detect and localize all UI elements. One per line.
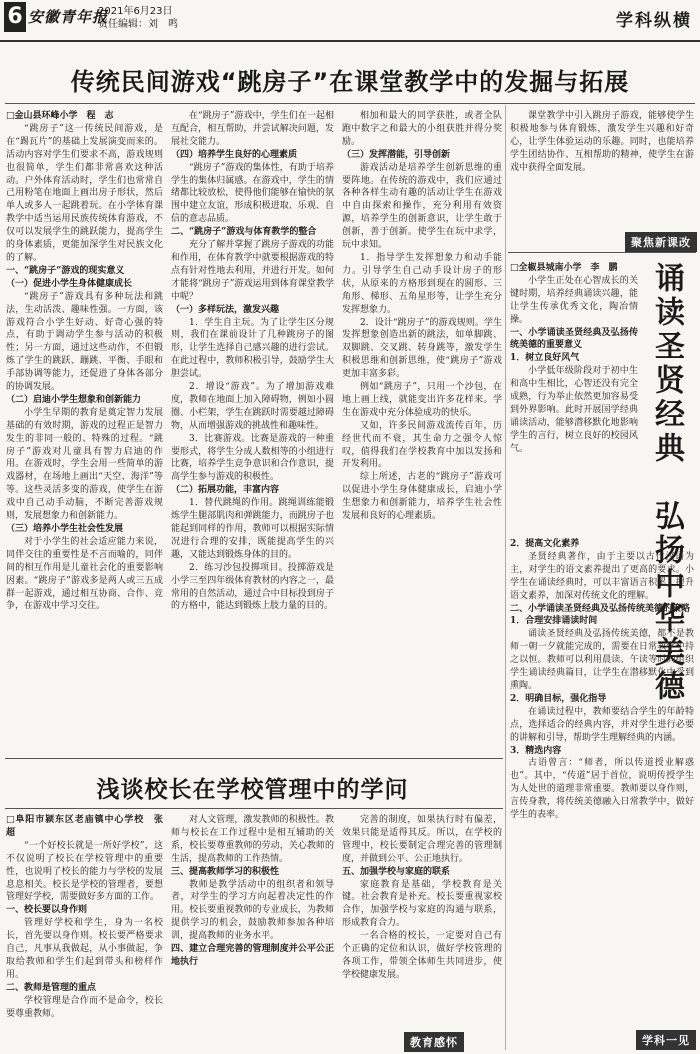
paragraph: 一名合格的校长，一定要对自己有个正确的定位和认识，做好学校管理的各项工作，带领全体师生共同进步，使学校健康发展。: [342, 931, 502, 980]
paragraph: 完善的制度，如果执行时有偏差，效果只能是适得其反。所以，在学校的管理中，校长要制定合理完善的管理制度，并做到公平、公正地执行。: [342, 815, 502, 864]
article1-column-3: [342, 110, 502, 750]
section-name: 学科纵横: [616, 11, 692, 31]
subheading: （四）培养学生良好的心理素质: [171, 149, 298, 160]
article3-column-3: [342, 814, 502, 1028]
subheading: 二、教师是管理的重点: [6, 982, 97, 993]
article3-column-1: [6, 814, 173, 1050]
article2-column-2: [510, 538, 694, 1028]
paragraph: 小学生正处在心智成长的关键时期，培养经典诵读兴趣，能让学生传承优秀文化，陶冶情操。: [510, 275, 638, 325]
editor-credit: 责任编辑：刘 鸣: [98, 19, 178, 30]
column-divider: [505, 105, 506, 1050]
paragraph: 家庭教育是基础，学校教育是关键。社会教育是补充。校长要重视家校合作，加强学校与家庭的沟通与联系，形成教育合力。: [342, 879, 502, 929]
article2-title: 诵读圣贤经典 弘扬中华美德: [649, 262, 684, 704]
subheading: 二、小学诵读圣贤经典及弘扬传统美德的策略: [510, 603, 691, 614]
paragraph: 学校管理是合作而不是命令，校长要尊重教师。: [6, 995, 163, 1019]
subheading: （二）拓展功能，丰富内容: [171, 485, 280, 496]
paragraph: 圣贤经典著作，由于主要以古代汉语为主，对学生的语文素养提出了更高的要求。小学生在诵读经典时，可以丰富语言积累，提升语文素养，加深对传统文化的理解。: [510, 551, 694, 601]
paragraph: 3．比赛游戏。比赛是游戏的一种重要形式，将学生分成人数相等的小组进行比赛，培养学生竞争意识和合作意识，提高学生参与游戏的积极性。: [171, 433, 334, 483]
page-header: [0, 0, 700, 42]
subheading: （三）发挥潜能，引导创新: [342, 149, 451, 160]
subheading: （一）促进小学生身体健康成长: [6, 278, 133, 289]
paragraph: 充分了解并掌握了跳房子游戏的功能和作用，在体育教学中就要根据游戏的特点有针对性地去利用，并进行开发。如何才能将“跳房子”游戏运用到体育课堂教学中呢？: [171, 240, 334, 302]
paragraph: 2．增设“游戏”。为了增加游戏难度，教师在地面上加入障碍物，例如小圆圈、小栏架，学生在跳跃时需要越过障碍物，从而增强游戏的挑战性和趣味性。: [171, 382, 334, 431]
paragraph: 教师是教学活动中的组织者和领导者，对学生的学习方向起着决定性的作用。校长要重视教师的专业成长，为教师提供学习的机会，鼓励教师参加各种培训，提高教师的业务水平。: [171, 879, 334, 942]
subheading: 五、加强学校与家庭的联系: [342, 866, 451, 877]
paragraph: 在诵读过程中，教师要结合学生的年龄特点，选择适合的经典内容，并对学生进行必要的讲解和引导，帮助学生理解经典的内涵。: [510, 706, 694, 743]
subheading: 三、提高教师学习的积极性: [171, 866, 280, 877]
subheading: 1．合理安排诵读时间: [510, 616, 598, 627]
article1-author: □金山县环峰小学 程 志: [6, 111, 114, 121]
subheading: 一、校长要以身作则: [6, 905, 88, 916]
subheading: 2．明确目标，强化指导: [510, 693, 607, 704]
article1-column-4: [510, 110, 694, 228]
paragraph: 在“跳房子”游戏中，学生们在一起相互配合，相互帮助，并尝试解决问题，发展社交能力。: [171, 111, 334, 147]
paragraph: “跳房子”游戏的集体性，有助于培养学生的集体归属感。在游戏中，学生的情绪都比较放松，使得他们能够在愉快的氛围中建立友谊，形成积极进取、乐观、自信的意志品质。: [171, 162, 334, 225]
paragraph: 管理好学校和学生，身为一名校长，首先要以身作则。校长要严格要求自己，凡事从我做起，从小事做起，争取给教师和学生们起到带头和榜样作用。: [6, 918, 163, 980]
divider: [5, 758, 503, 759]
paragraph: 2．练习沙包投掷项目。投掷游戏是小学三至四年级体育教材的内容之一，最常用的自然活动，通过合中目标投到房子的方格中，能达到锻炼上肢力量的目的。: [171, 562, 334, 612]
subheading: 3．精选内容: [510, 745, 562, 756]
paragraph: 综上所述，古老的“跳房子”游戏可以促进小学生身体健康成长，启迪小学生想象力和创新能力，培养学生社会性发展和良好的心理素质。: [342, 472, 502, 522]
issue-date: 2021年6月23日: [98, 6, 173, 17]
paragraph: “跳房子”游戏具有多种玩法和跳法，生动活泼、趣味性强。一方面，该游戏符合小学生好动、好奇心强的特点，有助于调动学生参与活动的积极性；另一方面，通过这些动作，不但锻炼了学生的跳跃、蹦跳、平衡、手眼和手部协调等能力，还促进了身体各部分的协调发展。: [6, 291, 163, 393]
paragraph: “一个好校长就是一所好学校”，这不仅说明了校长在学校管理中的重要性，也说明了校长的能力与学校的发展息息相关。校长是学校的管理者，要想管理好学校，需要做好多方面的工作。: [6, 840, 163, 903]
paragraph: 又如，许多民间游戏流传百年，历经世代而不衰，其生命力之强令人惊叹，值得我们在学校教育中加以发扬和开发利用。: [342, 420, 502, 470]
subheading: （一）多样玩法，激发兴趣: [171, 304, 280, 315]
article1-title: 传统民间游戏“跳房子”在课堂教学中的发掘与拓展: [70, 68, 630, 96]
paragraph: 例如“跳房子”，只用一个沙包，在地上画上线，就能变出许多花样来。学生在游戏中充分体验成功的快乐。: [342, 382, 502, 418]
article3-title: 浅谈校长在学校管理中的学问: [96, 777, 409, 803]
article3-column-2: [171, 814, 334, 1050]
paragraph: 相加和最大的同学获胜，或者全队跑中数字之和最大的小组获胜并得分奖励。: [342, 111, 502, 147]
article2-column-1: [510, 262, 638, 532]
paragraph: 小学低年级阶段对于初中生和高中生相比，心智还没有完全成熟，行为举止依然更加容易受到外界影响。此时开展国学经典诵读活动，能够潜移默化地影响学生的言行，树立良好的校园风气。: [510, 366, 638, 454]
divider: [5, 808, 503, 809]
paragraph: 诵读圣贤经典及弘扬传统美德，都不是教师一朝一夕就能完成的，需要在日常教学中持之以恒。教师可以利用晨读、午读等时间组织学生诵读经典篇目，让学生在潜移默化中受到熏陶。: [510, 629, 694, 691]
paragraph: 1．指导学生发挥想象力和动手能力。引导学生自己动手设计房子的形状，从原来的方格形到现在的圆形、三角形、梯形、五角星形等，让学生充分发挥想象力。: [342, 252, 502, 315]
subheading: 二、“跳房子”游戏与体育教学的整合: [171, 227, 317, 238]
paragraph: 课堂教学中引入跳房子游戏，能够使学生积极地参与体育锻炼，激发学生兴趣和好奇心，让学生体验运动的乐趣。同时，也能培养学生团结协作、互相帮助的精神，使学生在游戏中获得全面发展。: [510, 111, 694, 173]
paragraph: 游戏活动是培养学生创新思维的重要阵地。在传统的游戏中，我们应通过各种各样生动有趣的活动让学生在游戏中自由探索和操作，充分利用有效资源，培养学生的创新意识，让学生敢于创新，善于创新。使学生在玩中求学，玩中求知。: [342, 162, 502, 251]
subheading: 2．提高文化素养: [510, 539, 580, 549]
badge-new-curriculum: 聚焦新课改: [625, 232, 697, 252]
subheading: （二）启迪小学生想象和创新能力: [6, 394, 142, 405]
paragraph: 1．学生自主玩。为了让学生区分规则，我们在课前设计了几种跳房子的图形，让学生选择自己感兴趣的进行尝试。在此过程中，教师积极引导，鼓励学生大胆尝试。: [171, 317, 334, 380]
subheading: 一、“跳房子”游戏的现实意义: [6, 265, 125, 276]
subheading: （三）培养小学生社会性发展: [6, 524, 124, 534]
paragraph: 2．设计“跳房子”的游戏规则。学生发挥想象创造出新的跳法，如单脚跳、双脚跳、交叉跳、转身跳等，激发学生积极思维和创新思维，使“跳房子”游戏更加丰富多彩。: [342, 317, 502, 380]
divider: [5, 103, 695, 104]
article1-column-1: [6, 110, 163, 750]
paper-name: 安徽青年报: [28, 8, 109, 26]
divider: [508, 252, 696, 253]
paragraph: 对于小学生的社会适应能力来说，同伴交往的重要性是不言而喻的，同伴间的相互作用是儿童社会化的重要影响因素。“跳房子”游戏多是两人或三五成群一起游戏，通过相互协商、合作、竞争，在游戏中学习交往。: [6, 536, 163, 612]
paragraph: “跳房子”这一传统民间游戏，是在“踢瓦片”的基础上发展演变而来的。活动内容对学生们要求不高，游戏规则也很简单，学生们都非常喜欢这种活动。户外体育活动时，学生们也常常自己用粉笔在地面上画出房子形状，然后单人或多人一起跳着玩。在小学体育课教学中适当运用民族传统体育游戏，不仅可以发展学生的跳跃能力，提高学生的身体素质，更能加深学生对民族文化的了解。: [6, 123, 163, 263]
article2-author: □全椒县城南小学 李 鹏: [510, 263, 618, 273]
paragraph: 小学生早期的教育是奠定智力发展基础的有效时期，游戏的过程正是智力发生的非同一般的、特殊的过程。“跳房子”游戏对儿童具有智力启迪的作用。在游戏时，学生会用一些简单的游戏器材，在场地上画出“天空、海洋”等等。这些灵活多变的游戏，使学生在游戏中自己动手动脑，不断完善游戏规则，发展想象力和创新能力。: [6, 407, 163, 522]
article1-column-2: [171, 110, 334, 750]
page-number: 6: [4, 2, 26, 32]
badge-subject-view: 学科一见: [636, 1030, 696, 1050]
subheading: 1．树立良好风气: [510, 353, 580, 364]
paragraph: 古语曾言：“师者，所以传道授业解惑也”。其中，“传道”居于首位，说明传授学生为人处世的道理非常重要。教师要以身作则，言传身教，将传统美德融入日常教学中，做好学生的表率。: [510, 758, 694, 821]
badge-education-reflection: 教育感怀: [404, 1032, 464, 1052]
paragraph: 1．替代跳绳的作用。跳绳训练能锻炼学生腿部肌肉和弹跳能力，而跳房子也能起到同样的作用，教师可以根据实际情况进行合理的安排，既能提高学生的兴趣，又能达到锻炼身体的目的。: [171, 498, 334, 560]
article3-author: □阜阳市颍东区老庙镇中心学校 张 超: [6, 815, 173, 838]
paragraph: 对人文管理，激发教师的积极性。教师与校长在工作过程中是相互辅助的关系，校长要尊重教师的劳动，关心教师的生活，提高教师的工作热情。: [171, 815, 334, 864]
subheading: 一、小学诵读圣贤经典及弘扬传统美德的重要意义: [510, 327, 638, 351]
subheading: 四、建立合理完善的管理制度并公平公正地执行: [171, 944, 334, 967]
